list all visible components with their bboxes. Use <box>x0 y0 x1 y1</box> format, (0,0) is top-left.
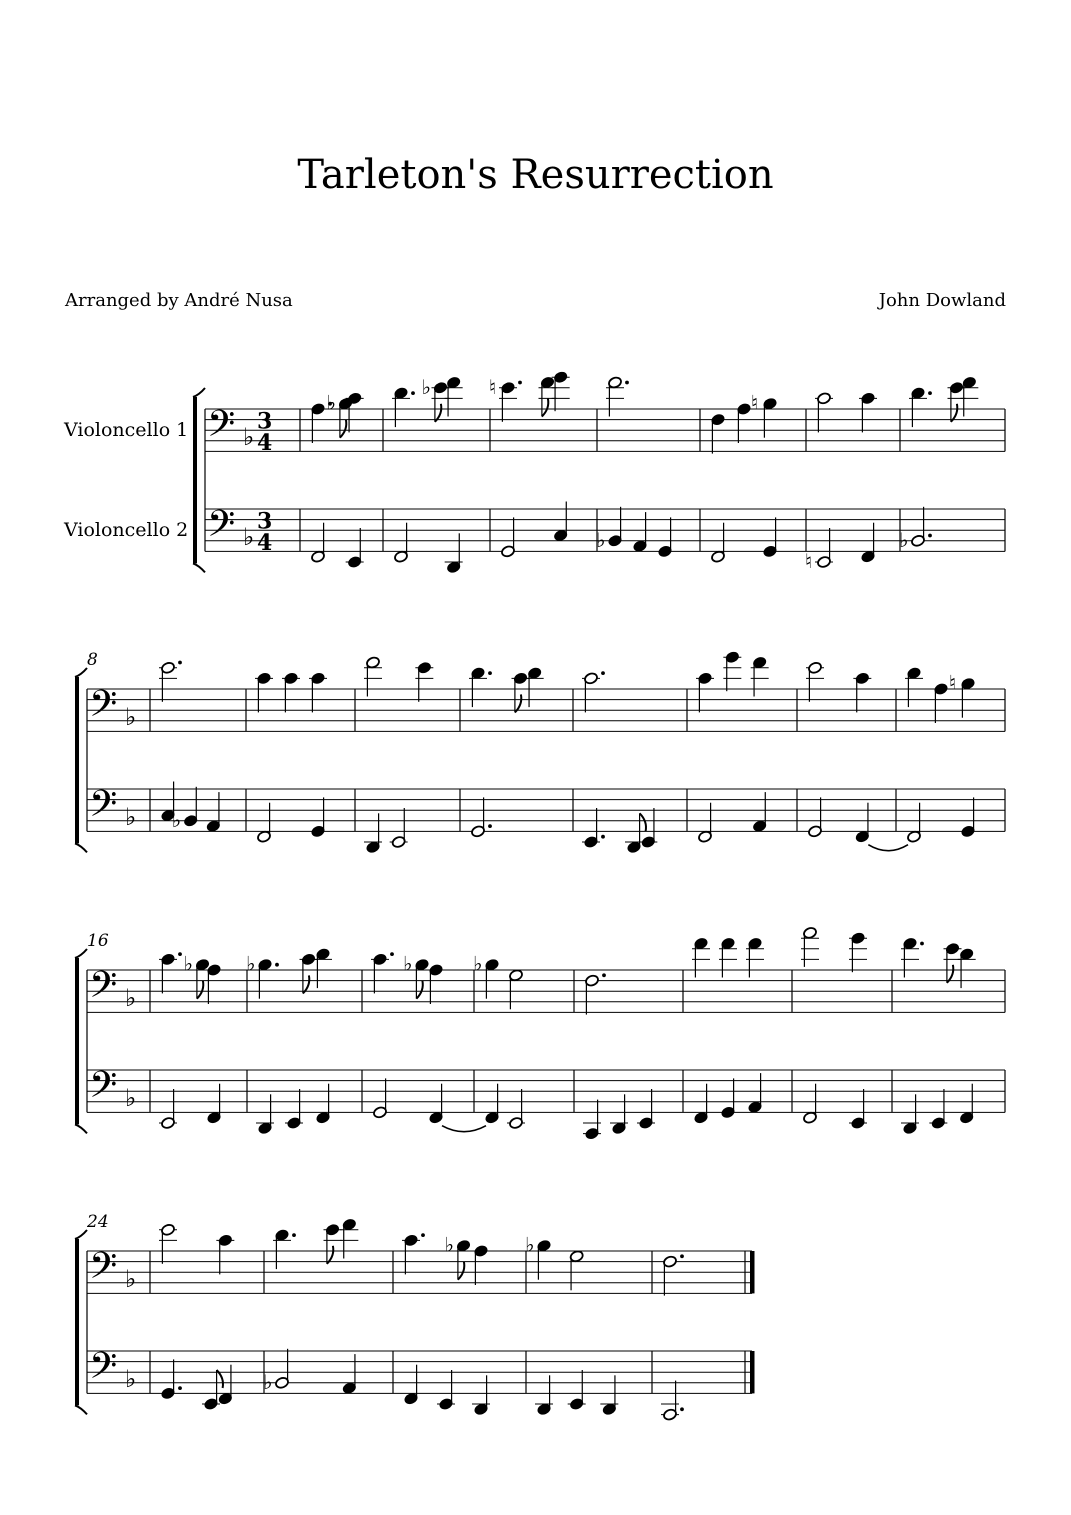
key-signature-flat: ♭ <box>125 803 137 832</box>
note <box>485 1084 500 1125</box>
note <box>316 1084 331 1125</box>
note <box>445 533 463 574</box>
note <box>216 1234 234 1275</box>
augmentation-dot <box>625 381 629 385</box>
note <box>263 1349 289 1394</box>
natural-accidental: ♮ <box>489 374 497 399</box>
score-system <box>75 931 1005 1133</box>
bass-clef-icon: 𝄢 <box>89 1244 118 1296</box>
bracket-hook <box>75 1230 87 1239</box>
note <box>552 371 570 412</box>
note <box>390 808 408 849</box>
measure-number: 16 <box>87 931 109 951</box>
key-signature-flat: ♭ <box>125 1265 137 1294</box>
note <box>474 1244 489 1285</box>
augmentation-dot <box>680 1254 684 1258</box>
note <box>711 523 726 564</box>
natural-accidental: ♮ <box>805 549 813 573</box>
note <box>805 528 833 573</box>
note <box>808 797 823 838</box>
augmentation-dot <box>178 661 182 665</box>
note <box>806 661 824 702</box>
bracket-hook <box>193 388 205 397</box>
augmentation-dot <box>488 671 492 675</box>
note <box>633 512 648 553</box>
note <box>285 1089 303 1130</box>
note <box>311 797 326 838</box>
score-title: Tarleton's Resurrection <box>297 152 774 198</box>
note <box>961 797 976 838</box>
note <box>658 517 673 558</box>
note <box>711 413 726 454</box>
key-signature-flat: ♭ <box>243 523 255 552</box>
augmentation-dot <box>928 534 932 538</box>
bass-clef-icon: 𝄢 <box>89 782 118 834</box>
note <box>929 1089 947 1130</box>
note <box>585 973 606 1014</box>
note <box>899 507 932 552</box>
flat-accidental: ♭ <box>171 807 182 832</box>
note <box>159 1223 177 1264</box>
time-signature-numerator: 3 <box>257 408 273 435</box>
augmentation-dot <box>928 391 932 395</box>
note <box>218 1365 233 1406</box>
note <box>901 937 924 978</box>
note <box>469 667 492 708</box>
flat-accidental: ♭ <box>899 527 909 552</box>
note <box>394 523 409 564</box>
note <box>568 1370 586 1411</box>
note <box>692 937 710 978</box>
note <box>342 1354 357 1395</box>
note <box>364 656 382 697</box>
eighth-flag <box>340 420 346 438</box>
augmentation-dot <box>601 835 605 839</box>
augmentation-dot <box>178 1386 182 1390</box>
time-signature-denominator: 4 <box>257 529 273 556</box>
note <box>746 937 764 978</box>
note <box>553 502 568 543</box>
note <box>853 672 871 713</box>
note <box>582 671 605 712</box>
note <box>960 376 978 417</box>
note <box>392 387 415 428</box>
note <box>583 1100 601 1141</box>
eighth-flag <box>416 981 422 999</box>
note <box>751 656 769 697</box>
augmentation-dot <box>421 1233 425 1237</box>
augmentation-dot <box>411 391 415 395</box>
note <box>159 1089 177 1130</box>
note <box>373 1078 388 1119</box>
note <box>507 1089 525 1130</box>
key-signature-flat: ♭ <box>125 703 137 732</box>
note <box>801 926 819 967</box>
note <box>855 803 870 844</box>
note <box>256 1094 274 1135</box>
bracket-hook <box>75 1405 87 1414</box>
note <box>489 375 522 422</box>
flat-accidental: ♭ <box>421 374 431 399</box>
note <box>909 387 932 428</box>
note <box>445 376 463 417</box>
eighth-flag <box>197 981 203 999</box>
note <box>202 1370 223 1411</box>
arranger-credit: Arranged by André Nusa <box>65 290 293 311</box>
instrument-label-cello-1: Violoncello 1 <box>64 419 189 442</box>
flat-accidental: ♭ <box>326 390 336 415</box>
bracket-hook <box>75 1124 87 1133</box>
augmentation-dot <box>292 1233 296 1237</box>
flat-accidental: ♭ <box>596 527 606 552</box>
flat-accidental: ♭ <box>263 1369 273 1394</box>
key-signature-flat: ♭ <box>125 1365 137 1394</box>
instrument-label-cello-2: Violoncello 2 <box>64 519 189 542</box>
note <box>606 376 629 417</box>
note <box>159 661 182 702</box>
note <box>737 402 752 443</box>
eighth-flag <box>640 813 646 831</box>
note <box>404 1365 419 1406</box>
eighth-flag <box>542 399 548 417</box>
tie <box>868 845 908 851</box>
note <box>723 651 741 692</box>
note <box>346 528 364 569</box>
note <box>610 1094 628 1135</box>
note <box>429 1084 444 1125</box>
note <box>371 952 394 993</box>
note <box>509 969 524 1010</box>
eighth-flag <box>458 1262 464 1280</box>
augmentation-dot <box>178 952 182 956</box>
composer-credit: John Dowland <box>878 290 1006 311</box>
note <box>415 661 433 702</box>
note <box>694 1084 709 1125</box>
note <box>311 523 326 564</box>
bass-clef-icon: 𝄢 <box>89 682 118 734</box>
note <box>934 682 949 723</box>
note <box>429 963 444 1004</box>
note <box>959 1084 974 1125</box>
bass-clef-icon: 𝄢 <box>207 402 236 454</box>
note <box>364 813 382 854</box>
note <box>340 1218 358 1259</box>
note <box>625 813 646 854</box>
tie <box>442 1126 486 1132</box>
flat-accidental: ♭ <box>246 951 256 976</box>
note <box>437 1370 455 1411</box>
note <box>273 1229 296 1270</box>
note <box>207 963 222 1004</box>
note <box>324 1223 342 1264</box>
eighth-flag <box>435 404 441 422</box>
note <box>207 1084 222 1125</box>
note <box>526 667 544 708</box>
note <box>346 392 364 433</box>
note <box>905 667 923 708</box>
note <box>637 1089 655 1130</box>
note <box>815 392 833 433</box>
note <box>663 1254 684 1295</box>
note <box>719 937 737 978</box>
key-signature-flat: ♭ <box>125 984 137 1013</box>
note <box>539 376 557 417</box>
bracket-hook <box>193 563 205 572</box>
flat-accidental: ♭ <box>525 1232 535 1257</box>
augmentation-dot <box>920 942 924 946</box>
note <box>958 948 976 989</box>
note <box>472 1375 490 1416</box>
bracket-hook <box>75 949 87 958</box>
augmentation-dot <box>601 671 605 675</box>
bass-clef-icon: 𝄢 <box>89 1344 118 1396</box>
note <box>639 808 657 849</box>
note <box>721 1078 736 1119</box>
note <box>849 932 867 973</box>
eighth-flag <box>951 404 957 422</box>
note <box>402 1233 425 1274</box>
note <box>535 1375 553 1416</box>
note <box>314 948 332 989</box>
natural-accidental: ♮ <box>751 390 759 415</box>
note <box>582 808 605 849</box>
note <box>282 672 300 713</box>
augmentation-dot <box>518 381 522 385</box>
augmentation-dot <box>602 973 606 977</box>
bass-clef-icon: 𝄢 <box>89 963 118 1015</box>
key-signature-flat: ♭ <box>125 1084 137 1113</box>
note <box>255 672 273 713</box>
note <box>944 942 962 983</box>
note <box>849 1089 867 1130</box>
augmentation-dot <box>680 1407 684 1411</box>
key-signature-flat: ♭ <box>243 423 255 452</box>
note <box>859 392 877 433</box>
measure-number: 24 <box>87 1212 109 1232</box>
note <box>501 517 516 558</box>
flat-accidental: ♭ <box>403 951 413 976</box>
note <box>600 1375 618 1416</box>
note <box>763 517 778 558</box>
note <box>696 672 714 713</box>
time-signature-numerator: 3 <box>257 508 273 535</box>
note <box>257 803 272 844</box>
note <box>596 507 622 552</box>
bracket-hook <box>75 843 87 852</box>
augmentation-dot <box>488 824 492 828</box>
flat-accidental: ♭ <box>473 951 483 976</box>
time-signature-denominator: 4 <box>257 429 273 456</box>
note <box>569 1250 584 1291</box>
note <box>159 952 182 993</box>
note <box>752 792 767 833</box>
note <box>748 1073 763 1114</box>
score-system <box>63 388 1005 572</box>
flat-accidental: ♭ <box>444 1232 454 1257</box>
note <box>803 1084 818 1125</box>
bass-clef-icon: 𝄢 <box>89 1063 118 1115</box>
note <box>206 792 221 833</box>
note <box>698 803 713 844</box>
augmentation-dot <box>275 963 279 967</box>
note <box>661 1381 684 1422</box>
note <box>309 672 327 713</box>
note <box>172 787 198 832</box>
natural-accidental: ♮ <box>949 670 957 695</box>
note <box>901 1094 919 1135</box>
note <box>907 803 922 844</box>
bracket-hook <box>75 668 87 677</box>
note <box>861 523 876 564</box>
flat-accidental: ♭ <box>183 951 193 976</box>
augmentation-dot <box>390 952 394 956</box>
measure-number: 8 <box>87 650 98 670</box>
bass-clef-icon: 𝄢 <box>207 502 236 554</box>
